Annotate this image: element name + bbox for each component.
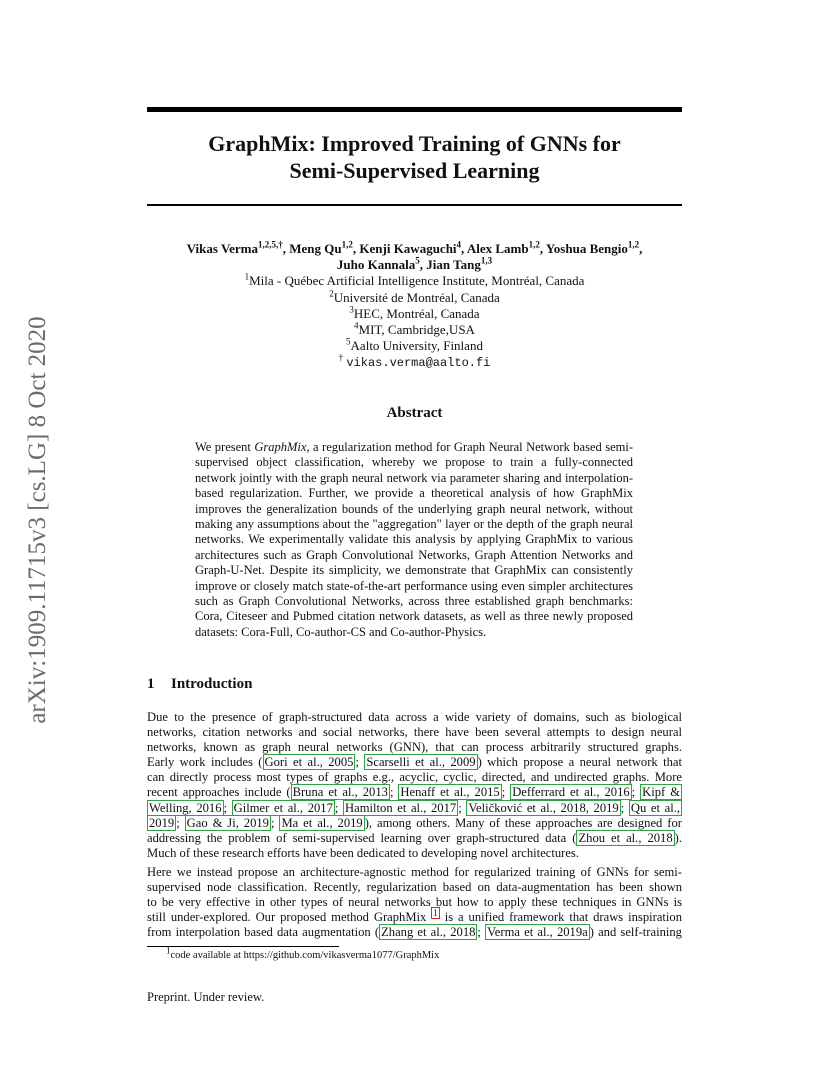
text-line: supervised node classification. Recently, regularization based on data-augmentation has been shown (147, 880, 682, 895)
citation-link[interactable]: Ma et al., 2019 (281, 815, 363, 830)
author-name: Juho Kannala (336, 257, 416, 273)
paper-title (147, 130, 682, 184)
footnote-link[interactable]: 1 (433, 908, 438, 919)
citation-link[interactable]: Gilmer et al., 2017 (233, 800, 333, 815)
author-affil-sup: 5 (415, 255, 420, 266)
citation-link[interactable]: Kipf & (642, 785, 680, 800)
citation-link[interactable]: Zhang et al., 2018 (381, 925, 476, 940)
text-line: Much of these research efforts have been dedicated to developing novel architectures. (147, 845, 579, 860)
title-rule-bottom (147, 204, 682, 206)
citation-link[interactable]: Verma et al., 2019a (487, 925, 588, 940)
affiliation-text: HEC, Montréal, Canada (353, 305, 480, 321)
affiliation (147, 290, 682, 306)
affiliation-sup: 1 (244, 272, 250, 283)
abstract-body (195, 440, 633, 640)
text-line: Here we instead propose an architecture-agnostic method for regularized training of GNNs for semi- (147, 865, 682, 879)
citation-link[interactable]: Zhou et al., 2018 (578, 830, 673, 845)
author-name: , Meng Qu (282, 241, 342, 256)
abstract-method-name: GraphMix (254, 440, 307, 454)
text-line: still under-explored. Our proposed method GraphMix $^1$ is a unified framework that draws inspiration (147, 908, 682, 925)
author-name: , Alex Lamb (461, 241, 529, 256)
author-affil-sup: 1,3 (480, 255, 493, 266)
citation-link[interactable]: Qu et al., (630, 800, 680, 815)
text-line: can directly process most types of graphs e.g., acyclic, cyclic, directed, and undirected graphs. More (147, 770, 682, 785)
paragraph (147, 865, 682, 940)
footnote-text: code available at https://github.com/vikasverma1077/GraphMix (170, 950, 440, 961)
text-line: to be very effective in other types of neural networks but how to apply these techniques in GNNs is (147, 895, 682, 910)
title-line: Semi-Supervised Learning (289, 158, 540, 183)
author-affil-sup: 1,2,5,† (258, 239, 283, 250)
footnote (166, 945, 440, 961)
affiliation (147, 338, 682, 354)
citation-link[interactable]: Henaff et al., 2015 (400, 785, 500, 800)
affiliation-sup: 3 (349, 304, 354, 315)
text-line: networks, known as graph neural networks (GNN), that can process arbitrarily structured graphs. (147, 740, 682, 755)
title-line: GraphMix: Improved Training of GNNs for (208, 131, 621, 156)
author-line (147, 241, 682, 257)
author-name: Vikas Verma (186, 241, 259, 256)
section-title: Introduction (171, 676, 253, 692)
footnote-sup: 1 (166, 945, 171, 956)
affiliation-text: Aalto University, Finland (350, 338, 483, 354)
author-name: , Yoshua Bengio (539, 241, 628, 256)
affiliation (147, 322, 682, 338)
citation-link[interactable]: Scarselli et al., 2009 (366, 755, 476, 770)
affiliation-sup: 2 (329, 288, 334, 299)
abstract-heading: Abstract (386, 405, 443, 421)
text-line: addressing the problem of semi-supervised learning over graph-structured data ( Zhou et al., 2018 ). (147, 830, 682, 845)
citation-link[interactable]: Veličković et al., 2018, 2019 (468, 800, 619, 815)
text-line: Early work includes ( Gori et al., 2005 ; Scarselli et al., 2009 ) which propose a neural network that (147, 755, 682, 770)
text-line: 2019 ; Gao & Ji, 2019 ; Ma et al., 2019 ), among others. Many of these approaches are designed for (149, 815, 682, 830)
affiliation-text: MIT, Cambridge,USA (358, 322, 475, 338)
affiliation (147, 273, 682, 289)
citation-link[interactable]: Hamilton et al., 2017 (345, 800, 457, 815)
text-line: Due to the presence of graph-structured data across a wide variety of domains, such as biological (147, 710, 682, 724)
affiliation-sup: † (338, 353, 344, 364)
author-affil-sup: 4 (456, 239, 462, 250)
citation-link[interactable]: Gao & Ji, 2019 (186, 815, 269, 830)
affiliation-sup: 4 (354, 320, 359, 331)
section-number: 1 (147, 676, 155, 692)
affiliation (147, 306, 682, 322)
contact-email (147, 354, 682, 371)
footnote-rule (147, 946, 339, 947)
author-line (147, 257, 682, 273)
citation-link[interactable]: Gori et al., 2005 (264, 755, 354, 770)
author-name: , Kenji Kawaguchi (352, 241, 457, 256)
preprint-note: Preprint. Under review. (147, 990, 265, 1004)
text-line: from interpolation based data augmentation ( Zhang et al., 2018 ; Verma et al., 2019a ) and self-training (147, 925, 682, 940)
author-name: , Jian Tang (419, 257, 481, 273)
title-rule-top (147, 107, 682, 112)
citation-link[interactable]: Bruna et al., 2013 (292, 785, 388, 800)
arxiv-identifier: arXiv:1909.11715v3 [cs.LG] 8 Oct 2020 (24, 316, 51, 724)
citation-link[interactable]: 2019 (149, 815, 175, 830)
author-block (147, 241, 682, 372)
affiliation-sup: 5 (346, 336, 351, 347)
author-affil-sup: 1,2 (341, 239, 353, 250)
abstract-text: , a regularization method for Graph Neural Network based semi-supervised object classification, whereby we propose to train a fully-connected network jointly with the graph neural network via parameter sharing and interpolation-based regularization. Further, we provide a theoretical analysis of how GraphMix improves the generalization bounds of the underlying graph neural network, without making any assumptions about the "aggregation" layer or the depth of the graph neural networks. We experimentally validate this analysis by applying GraphMix to various architectures such as Graph Convolutional Networks, Graph Attention Networks and Graph-U-Net. Despite its simplicity, we demonstrate that GraphMix can consistently improve or closely match state-of-the-art performance using even simpler architectures such as Graph Convolutional Networks, across three established graph benchmarks: Cora, Citeseer and Pubmed citation network datasets, as well as three newly proposed datasets: Cora-Full, Co-author-CS and Co-author-Physics. (195, 440, 633, 639)
email-text[interactable]: vikas.verma@aalto.fi (346, 356, 491, 371)
author-affil-sup: 1,2 (528, 239, 540, 250)
affiliation-text: Mila - Québec Artificial Intelligence Institute, Montréal, Canada (249, 273, 585, 289)
section-heading (147, 676, 252, 693)
abstract-text: We present (195, 440, 255, 454)
citation-link[interactable]: Defferrard et al., 2016 (512, 785, 630, 800)
author-affil-sup: 1,2 (627, 239, 640, 250)
paragraph (147, 710, 682, 861)
text-line: recent approaches include ( Bruna et al., 2013 ; Henaff et al., 2015 ; Defferrard et al., 2016 ; Kipf & (147, 785, 680, 800)
affiliation-text: Université de Montréal, Canada (333, 289, 500, 305)
author-sep: , (639, 241, 643, 256)
text-line: networks, citation networks and social networks, there have been several attempts to design neural (147, 725, 682, 740)
text-line: Welling, 2016 ; Gilmer et al., 2017 ; Hamilton et al., 2017 ; Veličković et al., 2018, 2019 ; Qu et al., (149, 800, 680, 815)
citation-link[interactable]: Welling, 2016 (149, 800, 222, 815)
